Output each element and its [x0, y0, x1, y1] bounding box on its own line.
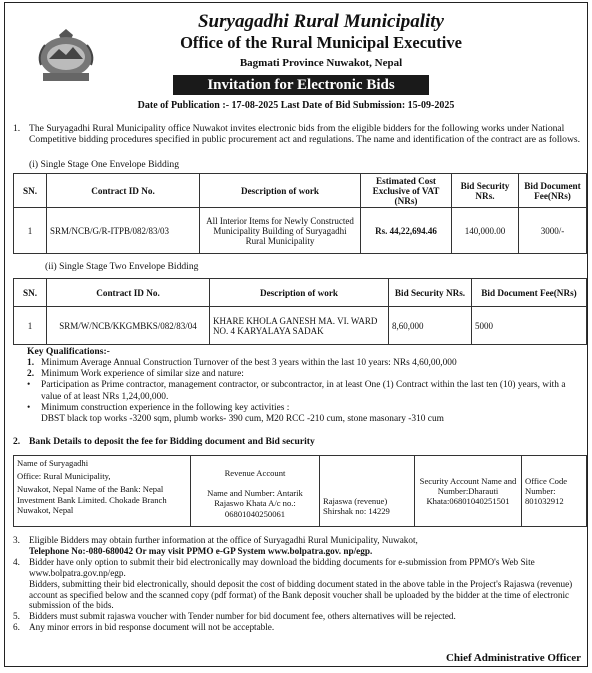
table2-cell: SRM/W/NCB/KKGMBKS/082/83/04 — [47, 307, 210, 345]
list-text: Minimum Average Annual Construction Turnover of the best 3 years within the last 10 years: NRs 4,60,00,000 — [41, 358, 457, 368]
table-row — [14, 208, 587, 254]
list-text: Minimum Work experience of similar size and nature: — [41, 369, 244, 380]
list-item — [13, 546, 585, 557]
list-item — [27, 403, 585, 414]
bid-table-one-envelope — [13, 173, 587, 254]
table1-header: Bid Security NRs. — [452, 174, 519, 208]
bank-heading: Bank Details to deposit the fee for Bidding document and Bid security — [29, 436, 315, 447]
municipality-name: Suryagadhi Rural Municipality — [197, 11, 444, 32]
note-number: 6. — [13, 622, 20, 633]
note-number: 4. — [13, 556, 20, 567]
table2-cell: 5000 — [472, 307, 587, 345]
notice-page — [4, 2, 588, 667]
note-text: Bidders, submitting their bid electronically, should deposit the cost of bidding document stated in the above table in the Project's Rajaswa (revenue) account as specified below and the scanned copy (pdf format) of the Bank deposit voucher shall be uploaded by the bidder at the time of electronic submission of the bids. — [29, 578, 573, 611]
bank-line: Nuwakot, Nepal Name of the Bank: Nepal Investment Bank Limited. Chokade Branch Nuwakot, Nepal — [17, 484, 167, 515]
table2-header: Contract ID No. — [47, 279, 210, 307]
revenue-account-cell — [191, 456, 320, 527]
intro-number: 1. — [13, 123, 21, 134]
list-marker: • — [27, 402, 31, 413]
rajaswa-text: Rajaswa (revenue) Shirshak no: 14229 — [323, 495, 390, 516]
bank-line: Office: Rural Municipality, — [17, 471, 111, 482]
table2-cell: 1 — [14, 307, 47, 345]
table1-header: Description of work — [200, 174, 361, 208]
list-item — [27, 380, 585, 402]
list-item — [13, 611, 585, 622]
table2-cell: KHARE KHOLA GANESH MA. VI. WARD NO. 4 KARYALAYA SADAK — [210, 307, 389, 345]
list-item — [27, 358, 585, 369]
bank-line: Name of Suryagadhi — [17, 458, 89, 468]
table1-cell: 140,000.00 — [452, 208, 519, 254]
qualifications-heading: Key Qualifications:- — [27, 346, 110, 357]
table1-header: Bid Document Fee(NRs) — [519, 174, 587, 208]
note-number: 5. — [13, 611, 20, 622]
bank-details-table — [13, 455, 587, 527]
table1-header: Estimated Cost Exclusive of VAT (NRs) — [361, 174, 452, 208]
table1-cell: 3000/- — [519, 208, 587, 254]
table2-header: Bid Document Fee(NRs) — [472, 279, 587, 307]
table1-cell: 1 — [14, 208, 47, 254]
notice-title-banner: Invitation for Electronic Bids — [173, 75, 429, 95]
signature-title: Chief Administrative Officer — [445, 652, 581, 664]
list-marker: 2. — [27, 369, 35, 380]
table1-cell: SRM/NCB/G/R-ITPB/082/83/03 — [47, 208, 200, 254]
table1-caption: (i) Single Stage One Envelope Bidding — [29, 159, 180, 170]
table1-header: Contract ID No. — [47, 174, 200, 208]
bid-table-two-envelope — [13, 278, 587, 345]
list-item — [27, 369, 585, 380]
municipality-emblem-icon — [35, 25, 97, 85]
note-text: Telephone No:-080-680042 Or may visit PPMO e-GP System www.bolpatra.gov. np/egp. — [29, 545, 373, 556]
list-item — [13, 622, 585, 633]
table2-header: Description of work — [210, 279, 389, 307]
list-item — [27, 414, 585, 425]
bank-number: 2. — [13, 436, 21, 447]
rajaswa-cell — [320, 456, 415, 527]
table2-header: SN. — [14, 279, 47, 307]
revenue-account-number: Name and Number: Antarik Rajaswo Khata A/c no.: 06801040250061 — [207, 488, 303, 519]
list-text: DBST black top works -3200 sqm, plumb works- 390 cum, M20 RCC -210 cum, stone masonary -310 cum — [41, 414, 444, 425]
note-text: Eligible Bidders may obtain further information at the office of Suryagadhi Rural Municipality, Nuwakot, — [29, 535, 418, 545]
revenue-account-title: Revenue Account — [224, 468, 286, 478]
qualifications-list — [27, 358, 585, 425]
note-text: Any minor errors in bid response document will not be acceptable. — [29, 622, 275, 633]
list-text: Participation as Prime contractor, management contractor, or subcontractor, in at least One (1) Contract within the last ten (10) years, with a value of at least NRs 1,24,00,000. — [41, 380, 566, 402]
list-marker: 1. — [27, 358, 35, 368]
table1-cell: Rs. 44,22,694.46 — [361, 208, 452, 254]
list-item — [13, 535, 585, 546]
security-account-cell — [415, 456, 522, 527]
table2-caption: (ii) Single Stage Two Envelope Bidding — [45, 261, 199, 272]
note-number: 3. — [13, 535, 20, 545]
list-text: Minimum construction experience in the following key activities : — [41, 402, 290, 413]
note-number — [13, 546, 29, 557]
table2-header: Bid Security NRs. — [389, 279, 472, 307]
note-text: Bidder have only option to submit their bid electronically may download the bidding documents for e-submission from PPMO's Web Site www.bolpatra.gov.np/egp. — [29, 556, 535, 578]
office-address: Bagmati Province Nuwakot, Nepal — [239, 57, 403, 69]
publication-dates: Date of Publication :- 17-08-2025 Last Date of Bid Submission: 15-09-2025 — [137, 100, 455, 111]
list-marker — [27, 414, 41, 425]
bank-name-cell — [14, 456, 191, 527]
note-number — [13, 579, 29, 612]
table1-header: SN. — [14, 174, 47, 208]
security-account-text: Security Account Name and Number:Dharauti Khata:06801040251501 — [419, 475, 517, 507]
list-marker: • — [27, 380, 31, 391]
office-name: Office of the Rural Municipal Executive — [180, 33, 462, 52]
table-row — [14, 307, 587, 345]
table1-cell: All Interior Items for Newly Constructed Municipality Building of Suryagadhi Rural Municipality — [200, 208, 361, 254]
notes-list — [13, 535, 585, 633]
list-item — [13, 579, 585, 612]
list-item — [13, 557, 585, 579]
note-text: Bidders must submit rajaswa voucher with Tender number for bid document fee, others alternatives will be rejected. — [29, 611, 456, 622]
table2-cell: 8,60,000 — [389, 307, 472, 345]
office-code-cell — [522, 456, 587, 527]
intro-paragraph: The Suryagadhi Rural Municipality office Nuwakot invites electronic bids from the eligible bidders for the following works under National Competitive bidding procedures specified in public procurement act and regulations. The name and identification of the contract are as follows. — [29, 123, 581, 146]
office-code-text: Office Code Number: 801032912 — [525, 475, 568, 507]
